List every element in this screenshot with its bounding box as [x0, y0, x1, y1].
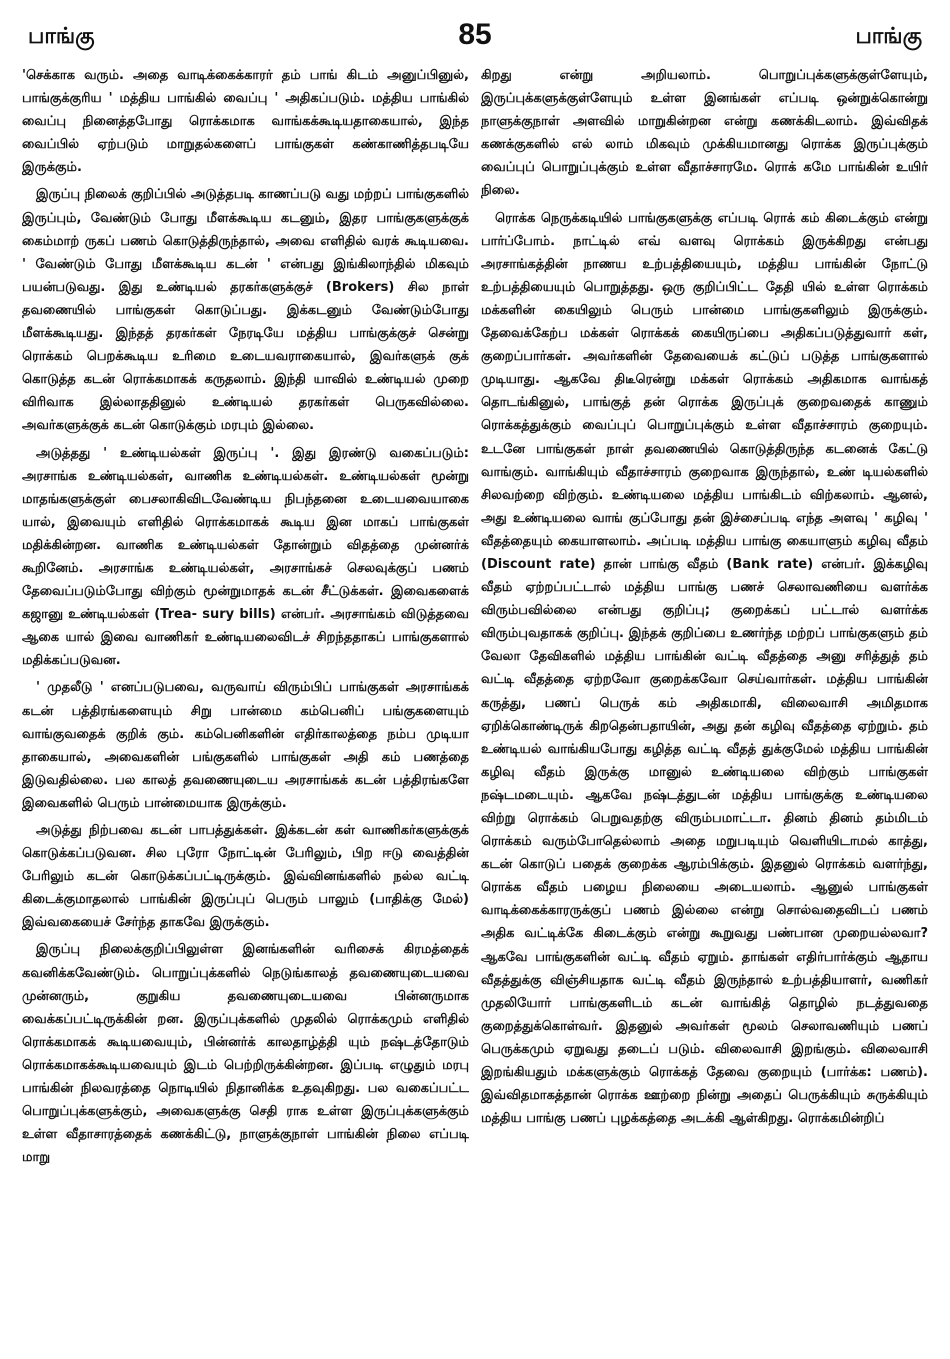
text-columns — [22, 64, 928, 1346]
right-column — [481, 64, 928, 1346]
page-number: 85 — [458, 18, 492, 51]
paragraph: இருப்பு நிலைக் குறிப்பில் அடுத்தபடி காணப்படு வது மற்றப் பாங்குகளில் இருப்பும், வேண்டும் போது மீளக்கூடிய கடனும், இதர பாங்குகளுக்குக் கைம்மாற் ருகப் பணம் கொடுத்திருந்தால், அவை எளிதில் வரக் கூடியவை. ' வேண்டும் போது மீளக்கூடிய கடன் ' என்பது இங்கிலாந்தில் மிகவும் பயன்படுவது. இது உண்டியல் தரகர்களுக்குச் (Brokers) சில நாள் தவணையில் பாங்குகள் கொடுப்பது. இக்கடனும் வேண்டும்போது மீளக்கூடியது. இந்தத் தரகர்கள் நேரடியே மத்திய பாங்குக்குச் சென்று ரொக்கம் பெறக்கூடிய உரிமை உடையவராகையால், இவர்களுக் குக் கொடுத்த கடன் ரொக்கமாகக் கருதலாம். இந்தி யாவில் உண்டியல் முறை விரிவாக இல்லாததினுல் உண்டியல் தரகர்கள் பெருகவில்லை. அவர்களுக்குக் கடன் கொடுக்கும் மரபும் இல்லை. — [22, 187, 469, 434]
paragraph: அடுத்தது ' உண்டியல்கள் இருப்பு '. இது இரண்டு வகைப்படும்: அரசாங்க உண்டியல்கள், வாணிக உண்டியல்கள். உண்டியல்கள் மூன்று மாதங்களுக்குள் பைசலாகிவிடவேண்டிய நிபந்தனை உடையவையாகை யால், இவையும் எளிதில் ரொக்கமாகக் கூடிய இன மாகப் பாங்குகள் மதிக்கின்றன. வாணிக உண்டியல்கள் தோன்றும் விதத்தை முன்னர்க் கூறினேம். அரசாங்க உண்டியல்கள், அரசாங்கச் செலவுக்குப் பணம் தேவைப்படும்போது விற்கும் மூன்றுமாதக் கடன் சீட்டுக்கள். இவைகளைக் கஜானு உண்டியல்கள் (Trea- sury bills) என்பர். அரசாங்கம் விடுத்தவை ஆகை யால் இவை வாணிகர் உண்டியலைவிடச் சிறந்ததாகப் பாங்குகளால் மதிக்கப்படுவன. — [22, 445, 469, 669]
running-head-right: பாங்கு — [855, 24, 922, 49]
paragraph: ரொக்க நெருக்கடியில் பாங்குகளுக்கு எப்படி ரொக் கம் கிடைக்கும் என்று பார்ப்போம். நாட்டில் எவ் வளவு ரொக்கம் இருக்கிறது என்பது அரசாங்கத்தின் நாணய உற்பத்தியையும், மத்திய பாங்கின் நோட்டு உற்பத்தியையும் பொறுத்தது. ஒரு குறிப்பிட்ட தேதி யில் உள்ள ரொக்கம் மக்களின் கையிலும் பெரும் பான்மை பாங்குகளிலும் இருக்கும். தேவைக்கேற்ப மக்கள் ரொக்கக் கையிருப்பை அதிகப்படுத்துவார் கள், குறைப்பார்கள். அவர்களின் தேவையைக் கட்டுப் படுத்த பாங்குகளால் முடியாது. ஆகவே திடீரென்று மக்கள் ரொக்கம் அதிகமாக வாங்கத் தொடங்கினுல், பாங்குத் தன் ரொக்க இருப்புக் குறைவதைக் காணும் ரொக்கத்துக்கும் வைப்புப் பொறுப்புக்கும் உள்ள வீதாச்சாரம் குறையும். உடனே பாங்குகள் நாள் தவணையில் கொடுத்திருந்த கடனைக் கேட்டு வாங்கும். வாங்கியும் வீதாச்சாரம் குறைவாக இருந்தால், உண் டியல்களில் சிலவற்றை விற்கும். உண்டியலை மத்திய பாங்கிடம் விற்கலாம். ஆனல், அது உண்டியலை வாங் குப்போது தன் இச்சைப்படி எந்த அளவு ' கழிவு ' வீதத்தையும் கையாளலாம். அப்படி மத்திய பாங்கு கையாளும் கழிவு வீதம் (Discount rate) தான் பாங்கு வீதம் (Bank rate) என்பர். இக்கழிவு வீதம் ஏற்றப்பட்டால் மத்திய பாங்கு பணச் செலாவணியை வளர்க்க விரும்பவில்லை என்பது குறிப்பு; குறைக்கப் பட்டால் வளர்க்க விரும்புவதாகக் குறிப்பு. இந்தக் குறிப்பை உணர்ந்த மற்றப் பாங்குகளும் தம் வேலா தேவிகளில் மத்திய பாங்கின் வட்டி வீதத்தை அனு சரித்துத் தம் வட்டி வீதத்தை ஏற்றவோ குறைக்கவோ செய்வார்கள். மத்திய பாங்கின் கருத்து, பணப் பெருக் கம் அதிகமாகி, விலைவாசி அமிதமாக ஏறிக்கொண்டிருக் கிறதென்பதாயின், அது தன் கழிவு வீதத்தை ஏற்றும். தம் உண்டியல் வாங்கியபோது கழித்த வட்டி வீதத் துக்குமேல் மத்திய பாங்கின் கழிவு வீதம் இருக்கு மானுல் உண்டியலை விற்கும் பாங்குகள் நஷ்டமடையும். ஆகவே நஷ்டத்துடன் மத்திய பாங்குக்கு உண்டியலை விற்று ரொக்கம் பெறுவதற்கு விரும்பமாட்டா. தினம் தினம் தம்மிடம் ரொக்கம் வரும்போதெல்லாம் அதை மறுபடியும் வெளியிடாமல் காத்து, கடன் கொடுப் பதைக் குறைக்க ஆரம்பிக்கும். இதனுல் ரொக்கம் வளர்ந்து, ரொக்க வீதம் பழைய நிலையை அடையலாம். ஆனுல் பாங்குகள் வாடிக்கைக்காரருக்குப் பணம் இல்லை என்று சொல்வதைவிடப் பணம் அதிக வட்டிக்கே கிடைக்கும் என்று கூறுவது பண்பான முறையல்லவா? ஆகவே பாங்குகளின் வட்டி வீதம் ஏறும். தாங்கள் எதிர்பார்க்கும் ஆதாய வீதத்துக்கு விஞ்சியதாக வட்டி வீதம் இருந்தால் உற்பத்தியாளர், வணிகர் முதலியோர் பாங்குகளிடம் கடன் வாங்கித் தொழில் நடத்துவதை குறைத்துக்கொள்வர். இதனுல் அவர்கள் மூலம் செலாவணியும் பணப் பெருக்கமும் ஏறுவது தடைப் படும். விலைவாசி இறங்கும். விலைவாசி இறங்கியதும் மக்களுக்கும் ரொக்கத் தேவை குறையும் (பார்க்க: பணம்). இவ்விதமாகத்தான் ரொக்க ஊற்றை நின்று அதைப் பெருக்கியும் சுருக்கியும் மத்திய பாங்கு பணப் புழக்கத்தை அடக்கி ஆள்கிறது. ரொக்கமின்றிப் — [481, 210, 928, 1127]
page-header — [28, 18, 922, 58]
paragraph: இருப்பு நிலைக்குறிப்பிலுள்ள இனங்களின் வரிசைக் கிரமத்தைக் கவனிக்கவேண்டும். பொறுப்புக்களில் நெடுங்காலத் தவணையுடையவை முன்னரும், குறுகிய தவணையுடையவை பின்னருமாக வைக்கப்பட்டிருக்கின் றன. இருப்புக்களில் முதலில் ரொக்கமும் எளிதில் ரொக்கமாகக் கூடியவையும், பின்னர்க் காலதாழ்த்தி யும் நஷ்டத்தோடும் ரொக்கமாகக்கூடியவையும் இடம் பெற்றிருக்கின்றன. இப்படி எழுதும் மரபு பாங்கின் நிலவரத்தை நொடியில் நிதானிக்க உதவுகிறது. பல வகைப்பட்ட பொறுப்புக்களுக்கும், அவைகளுக்கு செதி ராக உள்ள இருப்புக்களுக்கும் உள்ள வீதாசாரத்தைக் கணக்கிட்டு, நாளுக்குநாள் பாங்கின் நிலை எப்படி மாறு — [22, 942, 469, 1166]
running-head-left: பாங்கு — [28, 24, 95, 49]
paragraph: கிறது என்று அறியலாம். பொறுப்புக்களுக்குள்ளேயும், இருப்புக்களுக்குள்ளேயும் உள்ள இனங்கள் எப்படி ஒன்றுக்கொன்று நாளுக்குநாள் அளவில் மாறுகின்றன என்று கணக்கிடலாம். இவ்விதக் கணக்குகளில் எல் லாம் மிகவும் முக்கியமானது ரொக்க இருப்புக்கும் வைப்புப் பொறுப்புக்கும் உள்ள வீதாச்சாரமே. ரொக் கமே பாங்கின் உயிர் நிலை. — [481, 68, 928, 199]
left-column — [22, 64, 469, 1346]
paragraph: அடுத்து நிற்பவை கடன் பாபத்துக்கள். இக்கடன் கள் வாணிகர்களுக்குக் கொடுக்கப்படுவன. சில புரோ நோட்டின் பேரிலும், பிற ஈடு வைத்தின் பேரிலும் கடன் கொடுக்கப்பட்டிருக்கும். இவ்வினங்களில் நல்ல வட்டி கிடைக்குமாதலால் பாங்கின் இருப்புப் பெரும் பாலும் (பாதிக்கு மேல்) இவ்வகையைச் சேர்ந்த தாகவே இருக்கும். — [22, 823, 469, 931]
paragraph: ' முதலீடு ' எனப்படுபவை, வருவாய் விரும்பிப் பாங்குகள் அரசாங்கக் கடன் பத்திரங்களையும் சிறு பான்மை கம்பெனிப் பங்குகளையும் வாங்குவதைக் குறிக் கும். கம்பெனிகளின் எதிர்காலத்தை நம்ப முடியா தாகையால், அவைகளின் பங்குகளில் பாங்குகள் அதி கம் பணத்தை இடுவதில்லை. பல காலத் தவணையுடைய அரசாங்கக் கடன் பத்திரங்களே இவைகளில் பெரும் பான்மையாக இருக்கும். — [22, 680, 469, 811]
paragraph: 'செக்காக வரும். அதை வாடிக்கைக்காரர் தம் பாங் கிடம் அனுப்பினுல், பாங்குக்குரிய ' மத்திய பாங்கில் வைப்பு ' அதிகப்படும். மத்திய பாங்கில் வைப்பு நினைத்தபோது ரொக்கமாக வாங்கக்கூடியதாகையால், இந்த வைப்பில் ஏற்படும் மாறுதல்களைப் பாங்குகள் கண்காணித்தபடியே இருக்கும். — [22, 68, 469, 176]
